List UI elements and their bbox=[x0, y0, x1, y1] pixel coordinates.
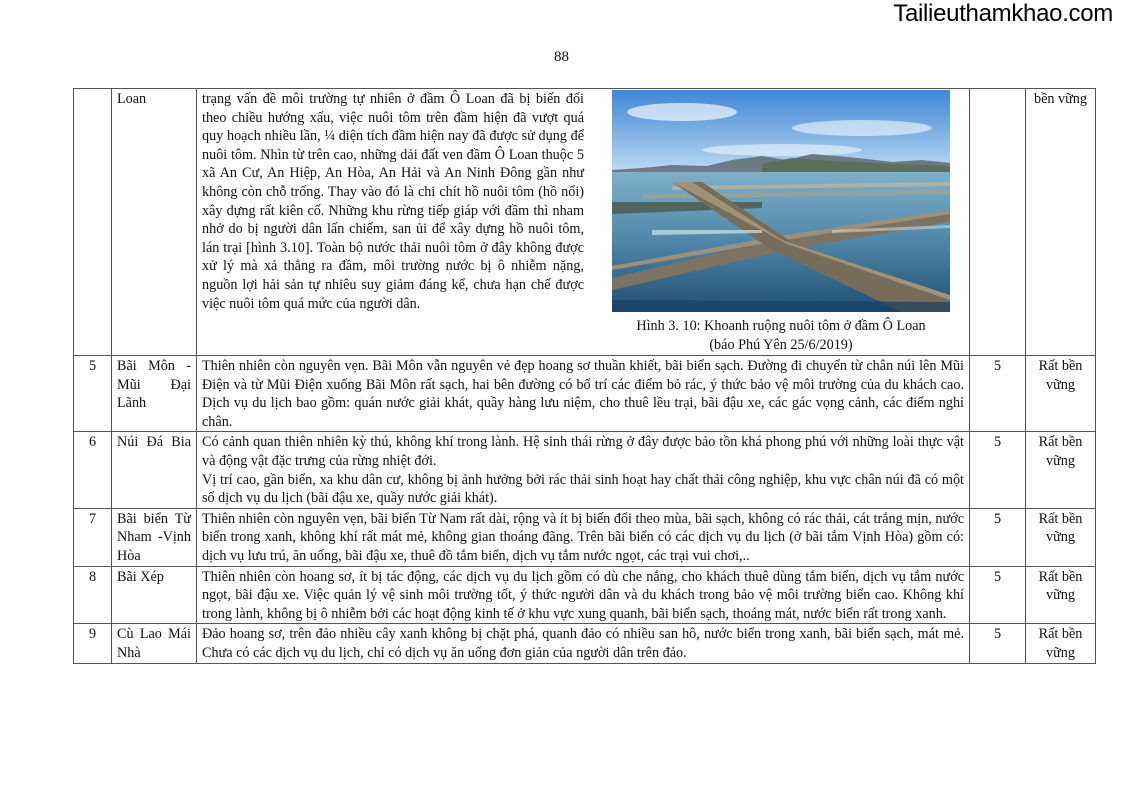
score bbox=[970, 89, 1026, 356]
caption-source: (báo Phú Yên 25/6/2019) bbox=[709, 337, 853, 353]
evaluation-table bbox=[73, 88, 1096, 664]
sustainability-rank: Rất bền vững bbox=[1026, 508, 1096, 566]
site-description: Thiên nhiên còn nguyên vẹn. Bãi Môn vẫn nguyên vẻ đẹp hoang sơ thuần khiết, bãi biển sạch. Đường đi chuyển từ chân núi lên Mũi Điện và từ Mũi Điện xuống Bãi Môn rất sạch, hai bên đường có bố trí các điểm bỏ rác, ý thức bảo vệ môi trường của du khách cao. Dịch vụ du lịch bao gồm: quán nước giải khát, quầy hàng lưu niệm, cho thuê lều trại, bãi đậu xe, các gác vọng cảnh, các điểm nghỉ chân. bbox=[197, 356, 970, 432]
table-row bbox=[74, 432, 1096, 508]
site-description bbox=[197, 89, 970, 356]
table-row bbox=[74, 624, 1096, 663]
sustainability-rank: Rất bền vững bbox=[1026, 566, 1096, 624]
row-number: 7 bbox=[74, 508, 112, 566]
page-number: 88 bbox=[554, 49, 569, 65]
sustainability-rank: Rất bền vững bbox=[1026, 432, 1096, 508]
score: 5 bbox=[970, 432, 1026, 508]
site-name: Núi Đá Bia bbox=[112, 432, 197, 508]
row-number bbox=[74, 89, 112, 356]
figure bbox=[584, 90, 964, 355]
site-description: Đảo hoang sơ, trên đảo nhiều cây xanh không bị chặt phá, quanh đảo có nhiều san hô, nước biển trong xanh, bãi biển sạch, mát mẻ. Chưa có các dịch vụ du lịch, chỉ có dịch vụ ăn uống đơn giản của người dân trên đảo. bbox=[197, 624, 970, 663]
sustainability-rank: Rất bền vững bbox=[1026, 356, 1096, 432]
description-paragraph: Có cảnh quan thiên nhiên kỳ thú, không khí trong lành. Hệ sinh thái rừng ở đây được bảo tồn khá phong phú với những loài thực vật và động vật đặc trưng của rừng nhiệt đới. bbox=[202, 434, 964, 469]
site-name: Loan bbox=[112, 89, 197, 356]
row-number: 8 bbox=[74, 566, 112, 624]
site-description: Thiên nhiên còn hoang sơ, ít bị tác động, các dịch vụ du lịch gồm có dù che nắng, cho khách thuê dùng tắm biển, dịch vụ tắm nước ngọt, bãi đậu xe. Việc quản lý vệ sinh môi trường tốt, ý thức người dân và du khách trong bảo vệ môi trường biển cao. Không khí trong lành, không bị ô nhiễm bởi các hoạt động kinh tế ở khu vực xung quanh, bãi biển sạch, thoáng mát, nước biển rất trong xanh. bbox=[197, 566, 970, 624]
site-description bbox=[197, 432, 970, 508]
row-number: 6 bbox=[74, 432, 112, 508]
score: 5 bbox=[970, 624, 1026, 663]
score: 5 bbox=[970, 356, 1026, 432]
caption-title: Hình 3. 10: Khoanh ruộng nuôi tôm ở đầm Ô Loan bbox=[636, 318, 926, 334]
site-description: Thiên nhiên còn nguyên vẹn, bãi biển Từ Nam rất dài, rộng và ít bị biến đổi theo mùa, bãi sạch, không có rác thải, cát trắng mịn, nước biển trong xanh, không khí rất mát mẻ, không gian thoáng đãng. Trên bãi biển có các dịch vụ du lịch (ở bãi tắm Vịnh Hòa) gồm có: dịch vụ lưu trú, ăn uống, bãi đậu xe, thuê đồ tắm biển, dịch vụ tắm nước ngọt, các trại vui chơi,.. bbox=[197, 508, 970, 566]
site-name: Cù Lao Mái Nhà bbox=[112, 624, 197, 663]
figure-caption bbox=[636, 317, 925, 355]
table-row bbox=[74, 89, 1096, 356]
site-name: Bãi biển Từ Nham -Vịnh Hòa bbox=[112, 508, 197, 566]
shrimp-pond-photo bbox=[612, 90, 950, 312]
score: 5 bbox=[970, 566, 1026, 624]
description-text: trạng vấn đề môi trường tự nhiên ở đầm Ô Loan đã bị biến đổi theo chiều hướng xấu, việc nuôi tôm trên đầm hiện đã vượt quá quy hoạch nhiều lần, ¼ diện tích đầm hiện nay đã được sử dụng để nuôi tôm. Nhìn từ trên cao, những dải đất ven đầm Ô Loan thuộc 5 xã An Cư, An Hiệp, An Hòa, An Hải và An Ninh Đông gần như không còn chỗ trống. Thay vào đó là chi chít hồ nuôi tôm (hồ nổi) xây dựng rất kiên cố. Những khu rừng tiếp giáp với đầm thì nham nhở do bị người dân lấn chiếm, san ủi để xây dựng hồ nuôi tôm, lán trại [hình 3.10]. Toàn bộ nước thải nuôi tôm ở đây không được xử lý mà xả thẳng ra đầm, môi trường nước bị ô nhiễm nặng, nguồn lợi hải sản tự nhiêu suy giảm đáng kể, chưa hạn chế được việc nuôi tôm quá mức của người dân. bbox=[202, 91, 584, 312]
row-number: 9 bbox=[74, 624, 112, 663]
watermark: Tailieuthamkhao.com bbox=[893, 0, 1113, 27]
row-number: 5 bbox=[74, 356, 112, 432]
sustainability-rank: Rất bền vững bbox=[1026, 624, 1096, 663]
sustainability-rank: bền vững bbox=[1026, 89, 1096, 356]
table-row bbox=[74, 566, 1096, 624]
description-paragraph: Vị trí cao, gần biển, xa khu dân cư, không bị ảnh hưởng bởi rác thải sinh hoạt hay chất thải công nghiệp, khu vực chân núi đã có một số dịch vụ du lịch (bãi đậu xe, quầy nước giải khát). bbox=[202, 471, 964, 507]
table-row bbox=[74, 356, 1096, 432]
score: 5 bbox=[970, 508, 1026, 566]
table-row bbox=[74, 508, 1096, 566]
site-name: Bãi Xép bbox=[112, 566, 197, 624]
site-name: Bãi Môn - Mũi Đại Lãnh bbox=[112, 356, 197, 432]
